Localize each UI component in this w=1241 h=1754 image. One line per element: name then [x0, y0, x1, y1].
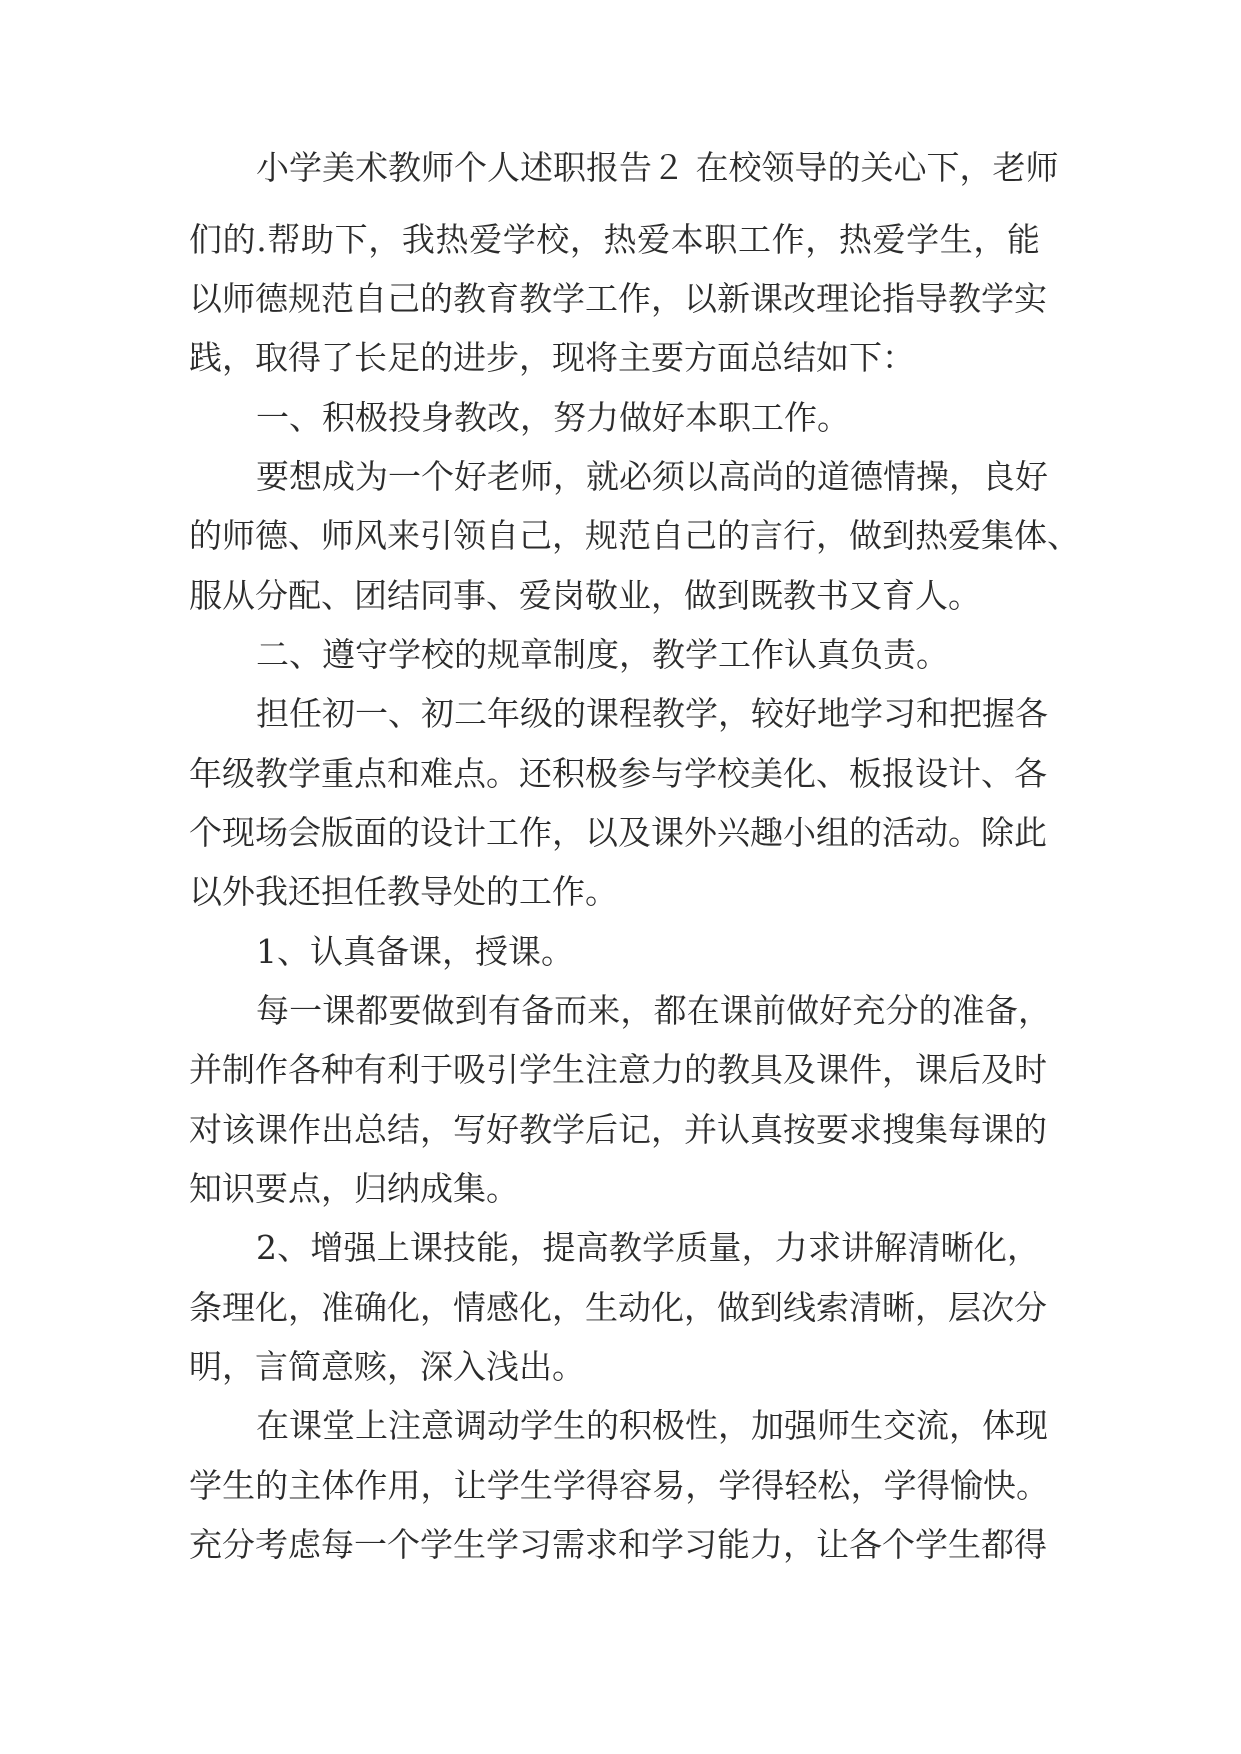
text-line: 服从分配、团结同事、爱岗敬业，做到既教书又育人。 [189, 576, 981, 615]
text-line: 年级教学重点和难点。还积极参与学校美化、板报设计、各 [189, 754, 1047, 793]
text-line: 在课堂上注意调动学生的积极性，加强师生交流，体现 [256, 1406, 1048, 1445]
text-line: 对该课作出总结，写好教学后记，并认真按要求搜集每课的 [189, 1110, 1047, 1149]
text-line: 小学美术教师个人述职报告２ 在校领导的关心下，老师 [256, 148, 1059, 187]
section-heading: 一、积极投身教改，努力做好本职工作。 [256, 398, 850, 437]
text-line: 并制作各种有利于吸引学生注意力的教具及课件，课后及时 [189, 1050, 1047, 1089]
text-line: 们的.帮助下，我热爱学校，热爱本职工作，热爱学生，能 [189, 220, 1040, 259]
section-heading: 二、遵守学校的规章制度，教学工作认真负责。 [256, 635, 949, 674]
text-line: 条理化，准确化，情感化，生动化，做到线索清晰，层次分 [189, 1288, 1047, 1327]
text-line: 知识要点，归纳成集。 [189, 1169, 519, 1208]
text-line: 要想成为一个好老师，就必须以高尚的道德情操，良好 [256, 457, 1048, 496]
text-line: 2、增强上课技能，提高教学质量，力求讲解清晰化， [256, 1228, 1040, 1267]
text-line: 学生的主体作用，让学生学得容易，学得轻松，学得愉快。 [189, 1466, 1049, 1505]
text-line: 以外我还担任教导处的工作。 [189, 872, 618, 911]
text-line: 充分考虑每一个学生学习需求和学习能力，让各个学生都得 [189, 1525, 1047, 1564]
text-line: 每一课都要做到有备而来，都在课前做好充分的准备， [256, 991, 1051, 1030]
section-heading: 1、认真备课，授课。 [256, 932, 574, 971]
text-line: 担任初一、初二年级的课程教学，较好地学习和把握各 [256, 694, 1048, 733]
text-line: 个现场会版面的设计工作，以及课外兴趣小组的活动。除此 [189, 813, 1047, 852]
text-line: 的师德、师风来引领自己，规范自己的言行，做到热爱集体、 [189, 516, 1080, 555]
text-line: 以师德规范自己的教育教学工作，以新课改理论指导教学实 [189, 279, 1047, 318]
text-line: 践，取得了长足的进步，现将主要方面总结如下： [189, 338, 915, 377]
text-line: 明，言简意赅，深入浅出。 [189, 1347, 585, 1386]
